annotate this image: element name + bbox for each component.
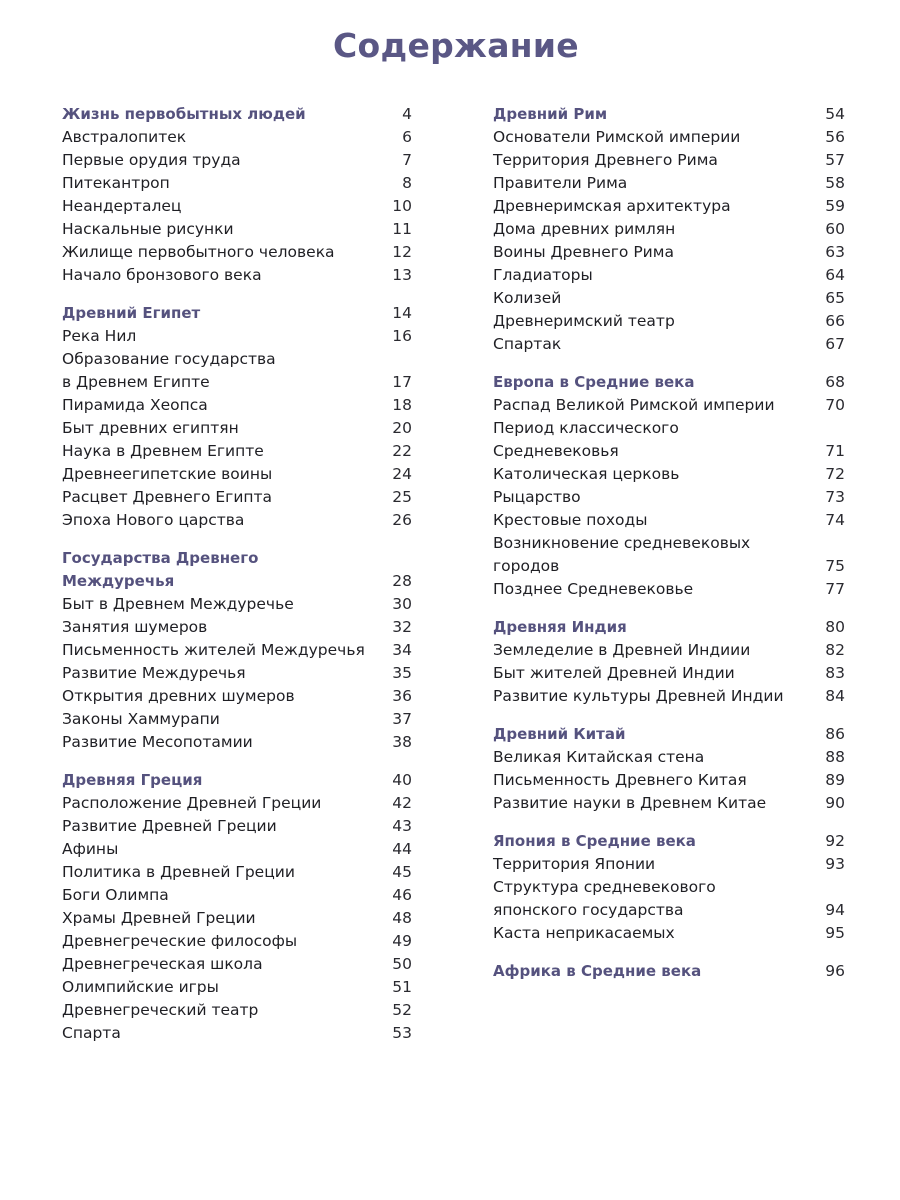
toc-page-number: 51 — [392, 978, 412, 996]
toc-right-column — [493, 103, 845, 998]
toc-page-number: 22 — [392, 442, 412, 460]
toc-entry[interactable] — [62, 463, 412, 486]
toc-page-number: 40 — [392, 771, 412, 789]
toc-entry-title: Развитие культуры Древней Индии — [493, 687, 784, 705]
toc-entry[interactable] — [493, 195, 845, 218]
toc-page-number: 8 — [402, 174, 412, 192]
toc-entry-title: Спартак — [493, 335, 562, 353]
toc-entry-title: Крестовые походы — [493, 511, 648, 529]
toc-entry-title: Храмы Древней Греции — [62, 909, 256, 927]
toc-entry-title: Развитие Древней Греции — [62, 817, 277, 835]
toc-page-number: 13 — [392, 266, 412, 284]
toc-entry-title: Основатели Римской империи — [493, 128, 741, 146]
toc-entry-title: Дома древних римлян — [493, 220, 676, 238]
toc-entry-title: Древнеегипетские воины — [62, 465, 273, 483]
toc-entry[interactable] — [493, 746, 845, 769]
toc-page-number: 88 — [825, 748, 845, 766]
toc-entry-title: Наскальные рисунки — [62, 220, 234, 238]
toc-entry-title: Древнеримская архитектура — [493, 197, 731, 215]
toc-entry[interactable] — [62, 149, 412, 172]
toc-entry[interactable] — [62, 907, 412, 930]
toc-heading-title: Древняя Индия — [493, 618, 627, 636]
toc-entry[interactable] — [493, 417, 845, 463]
toc-section — [62, 103, 412, 287]
toc-page-number: 52 — [392, 1001, 412, 1019]
toc-page-number: 54 — [825, 105, 845, 123]
toc-entry-title: Католическая церковь — [493, 465, 680, 483]
toc-entry[interactable] — [62, 348, 412, 394]
toc-section — [493, 830, 845, 945]
toc-entry-title: Древнегреческий театр — [62, 1001, 259, 1019]
toc-page-number: 35 — [392, 664, 412, 682]
toc-page-number: 77 — [825, 580, 845, 598]
toc-page-number: 64 — [825, 266, 845, 284]
toc-entry[interactable] — [493, 333, 845, 356]
toc-section — [493, 616, 845, 708]
toc-page-number: 90 — [825, 794, 845, 812]
toc-entry[interactable] — [493, 685, 845, 708]
toc-entry-title: Позднее Средневековье — [493, 580, 694, 598]
toc-entry-title: Быт древних египтян — [62, 419, 239, 437]
toc-entry[interactable] — [493, 769, 845, 792]
toc-section-heading[interactable] — [493, 830, 845, 853]
toc-entry[interactable] — [493, 853, 845, 876]
toc-entry[interactable] — [62, 685, 412, 708]
toc-entry-title: Структура средневекового японского государства — [493, 878, 716, 919]
toc-page-number: 45 — [392, 863, 412, 881]
toc-entry-title: Возникновение средневековых городов — [493, 534, 751, 575]
toc-entry[interactable] — [493, 922, 845, 945]
toc-entry[interactable] — [62, 264, 412, 287]
toc-page-number: 26 — [392, 511, 412, 529]
toc-page-number: 18 — [392, 396, 412, 414]
toc-section-heading[interactable] — [62, 769, 412, 792]
toc-entry[interactable] — [62, 708, 412, 731]
toc-page-number: 82 — [825, 641, 845, 659]
toc-section-heading[interactable] — [62, 302, 412, 325]
toc-page-number: 43 — [392, 817, 412, 835]
toc-page-number: 53 — [392, 1024, 412, 1042]
toc-entry[interactable] — [493, 149, 845, 172]
toc-entry-title: Образование государства в Древнем Египте — [62, 350, 276, 391]
toc-entry-title: Занятия шумеров — [62, 618, 208, 636]
toc-entry[interactable] — [62, 976, 412, 999]
toc-entry[interactable] — [62, 593, 412, 616]
toc-entry[interactable] — [493, 172, 845, 195]
toc-page-number: 60 — [825, 220, 845, 238]
toc-entry[interactable] — [62, 417, 412, 440]
toc-entry-title: Каста неприкасаемых — [493, 924, 675, 942]
toc-entry[interactable] — [62, 394, 412, 417]
toc-entry[interactable] — [493, 639, 845, 662]
toc-heading-title: Древний Египет — [62, 304, 201, 322]
toc-entry-title: Расцвет Древнего Египта — [62, 488, 273, 506]
toc-entry[interactable] — [62, 884, 412, 907]
toc-page-number: 38 — [392, 733, 412, 751]
toc-page-number: 65 — [825, 289, 845, 307]
toc-section-heading[interactable] — [62, 103, 412, 126]
toc-heading-title: Древний Рим — [493, 105, 608, 123]
toc-page-number: 4 — [402, 105, 412, 123]
toc-entry-title: Великая Китайская стена — [493, 748, 705, 766]
toc-heading-title: Государства Древнего Междуречья — [62, 549, 259, 590]
toc-section-heading[interactable] — [493, 371, 845, 394]
toc-entry[interactable] — [62, 325, 412, 348]
toc-section-heading[interactable] — [493, 103, 845, 126]
toc-section — [493, 723, 845, 815]
toc-page-number: 74 — [825, 511, 845, 529]
toc-entry[interactable] — [62, 792, 412, 815]
toc-entry-title: Афины — [62, 840, 119, 858]
toc-entry-title: Открытия древних шумеров — [62, 687, 295, 705]
toc-entry-title: Гладиаторы — [493, 266, 593, 284]
toc-entry[interactable] — [493, 394, 845, 417]
toc-page-number: 94 — [825, 901, 845, 919]
toc-entry-title: Питекантроп — [62, 174, 170, 192]
toc-entry[interactable] — [493, 662, 845, 685]
toc-entry[interactable] — [493, 310, 845, 333]
toc-entry[interactable] — [62, 509, 412, 532]
toc-entry-title: Древнеримский театр — [493, 312, 675, 330]
toc-page-number: 10 — [392, 197, 412, 215]
toc-entry-title: Законы Хаммурапи — [62, 710, 220, 728]
toc-page-number: 96 — [825, 962, 845, 980]
toc-entry[interactable] — [493, 509, 845, 532]
toc-entry-title: Наука в Древнем Египте — [62, 442, 264, 460]
toc-entry-title: Распад Великой Римской империи — [493, 396, 775, 414]
toc-entry-title: Олимпийские игры — [62, 978, 219, 996]
toc-heading-title: Древняя Греция — [62, 771, 203, 789]
toc-entry[interactable] — [493, 486, 845, 509]
toc-entry[interactable] — [62, 172, 412, 195]
toc-page-number: 72 — [825, 465, 845, 483]
toc-page-number: 25 — [392, 488, 412, 506]
toc-section — [493, 103, 845, 356]
toc-section-heading[interactable] — [493, 723, 845, 746]
toc-page-number: 32 — [392, 618, 412, 636]
toc-entry[interactable] — [62, 1022, 412, 1045]
toc-page-number: 75 — [825, 557, 845, 575]
toc-page-number: 80 — [825, 618, 845, 636]
toc-entry[interactable] — [62, 126, 412, 149]
toc-section — [62, 769, 412, 1045]
toc-entry-title: Развитие науки в Древнем Китае — [493, 794, 767, 812]
toc-section-heading[interactable] — [493, 616, 845, 639]
toc-page-number: 71 — [825, 442, 845, 460]
toc-entry-title: Пирамида Хеопса — [62, 396, 208, 414]
toc-heading-title: Древний Китай — [493, 725, 626, 743]
toc-entry[interactable] — [493, 792, 845, 815]
toc-section — [62, 302, 412, 532]
toc-entry[interactable] — [493, 532, 845, 578]
toc-entry-title: Расположение Древней Греции — [62, 794, 322, 812]
toc-page-number: 70 — [825, 396, 845, 414]
toc-section-heading[interactable] — [62, 547, 412, 593]
toc-heading-title: Африка в Средние века — [493, 962, 702, 980]
toc-heading-title: Жизнь первобытных людей — [62, 105, 306, 123]
toc-entry[interactable] — [62, 616, 412, 639]
toc-page-number: 46 — [392, 886, 412, 904]
toc-page-number: 93 — [825, 855, 845, 873]
toc-entry-title: Земледелие в Древней Индиии — [493, 641, 751, 659]
toc-page-number: 7 — [402, 151, 412, 169]
toc-entry-title: Развитие Междуречья — [62, 664, 246, 682]
toc-page-number: 11 — [392, 220, 412, 238]
toc-entry-title: Древнегреческие философы — [62, 932, 298, 950]
toc-page-number: 24 — [392, 465, 412, 483]
toc-entry-title: Первые орудия труда — [62, 151, 241, 169]
toc-page-number: 59 — [825, 197, 845, 215]
toc-entry[interactable] — [493, 463, 845, 486]
toc-entry[interactable] — [62, 815, 412, 838]
toc-page-number: 86 — [825, 725, 845, 743]
toc-page-number: 84 — [825, 687, 845, 705]
toc-entry-title: Территория Японии — [493, 855, 656, 873]
toc-page-number: 44 — [392, 840, 412, 858]
toc-page-number: 63 — [825, 243, 845, 261]
toc-entry-title: Период классического Средневековья — [493, 419, 679, 460]
toc-entry-title: Территория Древнего Рима — [493, 151, 718, 169]
toc-page-number: 37 — [392, 710, 412, 728]
toc-page-number: 49 — [392, 932, 412, 950]
toc-entry-title: Река Нил — [62, 327, 137, 345]
toc-page-number: 16 — [392, 327, 412, 345]
toc-entry[interactable] — [62, 486, 412, 509]
toc-left-column — [62, 103, 412, 1060]
toc-entry-title: Неандерталец — [62, 197, 182, 215]
toc-entry-title: Рыцарство — [493, 488, 581, 506]
toc-section-heading[interactable] — [493, 960, 845, 983]
toc-entry-title: Жилище первобытного человека — [62, 243, 335, 261]
toc-page-number: 73 — [825, 488, 845, 506]
toc-entry[interactable] — [62, 241, 412, 264]
toc-entry[interactable] — [62, 861, 412, 884]
toc-page-number: 58 — [825, 174, 845, 192]
toc-page-number: 48 — [392, 909, 412, 927]
toc-entry-title: Эпоха Нового царства — [62, 511, 245, 529]
toc-section — [493, 371, 845, 601]
toc-entry-title: Развитие Месопотамии — [62, 733, 253, 751]
toc-entry[interactable] — [62, 731, 412, 754]
toc-page-number: 68 — [825, 373, 845, 391]
toc-page-number: 20 — [392, 419, 412, 437]
toc-entry[interactable] — [493, 241, 845, 264]
toc-page-number: 28 — [392, 572, 412, 590]
toc-entry-title: Правители Рима — [493, 174, 628, 192]
toc-entry[interactable] — [62, 218, 412, 241]
toc-entry[interactable] — [62, 440, 412, 463]
toc-page-number: 6 — [402, 128, 412, 146]
toc-entry-title: Письменность Древнего Китая — [493, 771, 747, 789]
toc-entry[interactable] — [62, 838, 412, 861]
toc-section — [62, 547, 412, 754]
toc-page-number: 83 — [825, 664, 845, 682]
toc-page-number: 14 — [392, 304, 412, 322]
toc-heading-title: Европа в Средние века — [493, 373, 695, 391]
toc-page-number: 34 — [392, 641, 412, 659]
toc-page-number: 30 — [392, 595, 412, 613]
toc-entry[interactable] — [493, 126, 845, 149]
toc-entry-title: Письменность жителей Междуречья — [62, 641, 365, 659]
toc-entry[interactable] — [493, 264, 845, 287]
toc-entry[interactable] — [62, 953, 412, 976]
toc-entry[interactable] — [493, 287, 845, 310]
toc-entry-title: Воины Древнего Рима — [493, 243, 674, 261]
toc-entry[interactable] — [493, 218, 845, 241]
toc-heading-title: Япония в Средние века — [493, 832, 696, 850]
toc-page-number: 67 — [825, 335, 845, 353]
toc-page-number: 66 — [825, 312, 845, 330]
toc-entry[interactable] — [62, 930, 412, 953]
toc-entry-title: Быт в Древнем Междуречье — [62, 595, 294, 613]
toc-entry-title: Политика в Древней Греции — [62, 863, 295, 881]
toc-page-number: 12 — [392, 243, 412, 261]
toc-entry[interactable] — [493, 876, 845, 922]
toc-entry[interactable] — [62, 999, 412, 1022]
toc-entry-title: Быт жителей Древней Индии — [493, 664, 735, 682]
toc-entry-title: Австралопитек — [62, 128, 187, 146]
toc-page-number: 57 — [825, 151, 845, 169]
toc-page-number: 92 — [825, 832, 845, 850]
toc-page-number: 17 — [392, 373, 412, 391]
toc-page-number: 56 — [825, 128, 845, 146]
toc-page-number: 50 — [392, 955, 412, 973]
toc-page-number: 89 — [825, 771, 845, 789]
toc-page-number: 42 — [392, 794, 412, 812]
toc-page-number: 95 — [825, 924, 845, 942]
toc-entry[interactable] — [493, 578, 845, 601]
toc-entry-title: Начало бронзового века — [62, 266, 262, 284]
toc-entry-title: Колизей — [493, 289, 562, 307]
toc-entry-title: Древнегреческая школа — [62, 955, 263, 973]
toc-section — [493, 960, 845, 983]
toc-entry[interactable] — [62, 639, 412, 662]
toc-page-number: 36 — [392, 687, 412, 705]
toc-entry-title: Спарта — [62, 1024, 121, 1042]
page-title: Содержание — [333, 26, 579, 65]
toc-entry-title: Боги Олимпа — [62, 886, 169, 904]
toc-entry[interactable] — [62, 195, 412, 218]
toc-entry[interactable] — [62, 662, 412, 685]
